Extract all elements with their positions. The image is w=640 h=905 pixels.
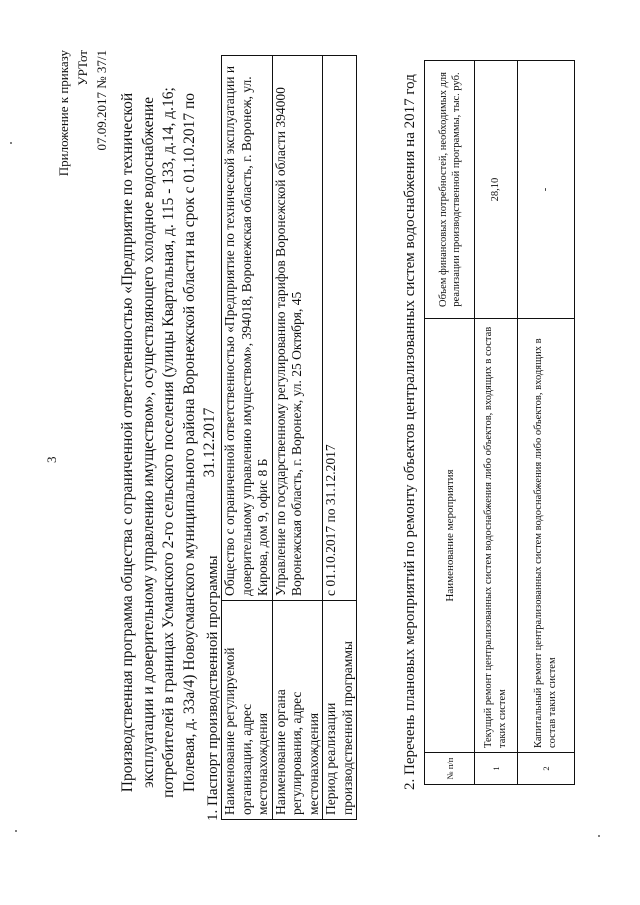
scan-speck xyxy=(10,142,12,144)
row-name: Текущий ремонт централизованных систем водоснабжения либо объектов, входящих в состав таких систем xyxy=(475,319,518,753)
column-header-name: Наименование мероприятия xyxy=(425,319,475,753)
page-number: 3 xyxy=(44,456,59,463)
column-header-value: Объем финансовых потребностей, необходимых для реализации производственной программы, тыс. руб. xyxy=(425,61,475,319)
table-header-row xyxy=(425,61,475,785)
passport-value: Управление по государственному регулированию тарифов Воронежской области 394000 Воронежская область, г. Воронеж, ул. 25 Октября, 45 xyxy=(272,56,323,601)
passport-label: Период реализации производственной программы xyxy=(323,601,357,820)
table-row xyxy=(272,56,323,820)
passport-label: Наименование регулируемой организации, адрес местонахождения xyxy=(222,601,273,820)
row-value: 28,10 xyxy=(475,61,518,319)
row-num: 2 xyxy=(518,753,575,785)
row-name: Капитальный ремонт централизованных систем водоснабжения либо объектов, входящих в состав таких систем xyxy=(518,319,575,753)
column-header-num: № п/п xyxy=(425,753,475,785)
row-num: 1 xyxy=(475,753,518,785)
section-1-heading: 1. Паспорт производственной программы xyxy=(205,555,221,821)
table-row xyxy=(518,61,575,785)
document-title: Производственная программа общества с ограниченной ответственностью «Предприятие по технической эксплуатации и доверительному управлению имуществом», осуществляющего холодное водоснабжение потребителей в границах Усманского 2-го сельского поселения (улицы Квартальная, д. 115 - 133, д.14, д.16; Полевая, д. 33а/4) Новоусманского муниципального района Воронежской области на срок с 01.10.2017 по 31.12.2017 xyxy=(119,87,218,798)
passport-value: Общество с ограниченной ответственностью «Предприятие по технической эксплуатации и доверительному управлению имуществом», 394018, Воронежская область, г. Воронеж, ул. Кирова, дом 9, офис 8 Б xyxy=(222,56,273,601)
scan-speck xyxy=(15,830,17,832)
appendix-line-1: Приложение к приказу УРТот xyxy=(56,50,90,177)
section-2-heading: 2. Перечень плановых мероприятий по ремонту объектов централизованных систем водоснабжения на 2017 год xyxy=(402,74,418,790)
passport-value: с 01.10.2017 по 31.12.2017 xyxy=(323,56,357,601)
scan-speck xyxy=(598,835,600,837)
row-value: - xyxy=(518,61,575,319)
passport-label: Наименование органа регулирования, адрес местонахождения xyxy=(272,601,323,820)
measures-table xyxy=(424,60,575,785)
table-row xyxy=(323,56,357,820)
appendix-note xyxy=(54,50,111,180)
table-row xyxy=(222,56,273,820)
passport-table xyxy=(221,55,357,820)
appendix-line-2: 07.09.2017 № 37/1 xyxy=(94,50,109,151)
table-row xyxy=(475,61,518,785)
